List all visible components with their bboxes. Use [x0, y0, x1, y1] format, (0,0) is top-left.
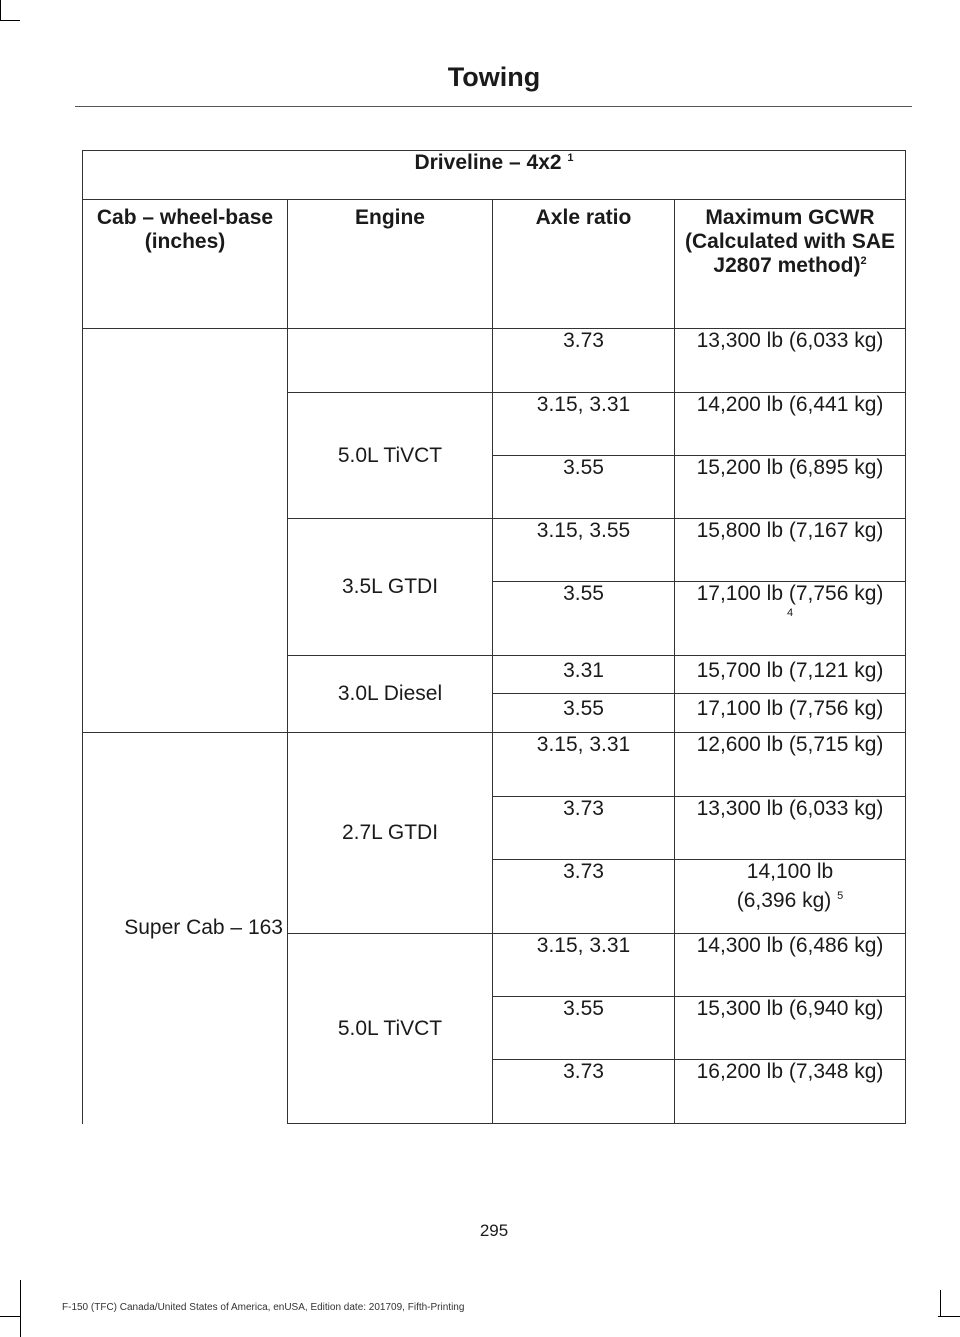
- crop-mark: [940, 1290, 941, 1316]
- towing-table: [82, 150, 906, 1124]
- axle-cell: 3.73: [493, 797, 675, 860]
- axle-cell: 3.15, 3.31: [493, 733, 675, 797]
- axle-cell: 3.15, 3.31: [493, 934, 675, 997]
- crop-mark: [938, 1316, 960, 1317]
- axle-cell: 3.15, 3.55: [493, 519, 675, 582]
- crop-mark: [20, 1280, 21, 1337]
- axle-cell: 3.55: [493, 694, 675, 733]
- engine-cell: 5.0L TiVCT: [288, 393, 493, 519]
- engine-cell: [288, 329, 493, 393]
- engine-cell: 3.5L GTDI: [288, 519, 493, 656]
- gcwr-cell: 12,600 lb (5,715 kg): [675, 733, 906, 797]
- crop-mark: [0, 1316, 20, 1317]
- col-header-gcwr: Maximum GCWR (Calculated with SAE J2807 method)$^2$: [675, 200, 906, 329]
- table-title: Driveline – 4x2 $^1$: [83, 151, 906, 200]
- axle-cell: 3.73: [493, 1060, 675, 1124]
- axle-cell: 3.55: [493, 582, 675, 656]
- cab-cell: [83, 329, 288, 733]
- page-title: Towing: [447, 62, 541, 92]
- gcwr-cell: 17,100 lb (7,756 kg): [675, 694, 906, 733]
- gcwr-cell: 14,100 lb (6,396 kg) $^5$: [675, 860, 906, 934]
- col-header-axle: Axle ratio: [493, 200, 675, 329]
- gcwr-cell: 13,300 lb (6,033 kg): [675, 797, 906, 860]
- axle-cell: 3.55: [493, 997, 675, 1060]
- gcwr-cell: 15,200 lb (6,895 kg): [675, 456, 906, 519]
- table-row: [83, 329, 906, 393]
- footnote-ref: 1: [567, 152, 574, 164]
- col-header-engine: Engine: [288, 200, 493, 329]
- axle-cell: 3.31: [493, 656, 675, 694]
- gcwr-cell: 15,300 lb (6,940 kg): [675, 997, 906, 1060]
- cab-cell: Super Cab – 163: [83, 733, 288, 1124]
- axle-cell: 3.15, 3.31: [493, 393, 675, 456]
- gcwr-cell: 17,100 lb (7,756 kg) 4: [675, 582, 906, 656]
- table-row: [83, 733, 906, 797]
- col-header-cab: Cab – wheel-base (inches): [83, 200, 288, 329]
- gcwr-cell: 16,200 lb (7,348 kg): [675, 1060, 906, 1124]
- gcwr-cell: 15,700 lb (7,121 kg): [675, 656, 906, 694]
- edition-line: F-150 (TFC) Canada/United States of America, enUSA, Edition date: 201709, Fifth-Printing: [62, 1302, 465, 1313]
- gcwr-cell: 14,200 lb (6,441 kg): [675, 393, 906, 456]
- gcwr-cell: 14,300 lb (6,486 kg): [675, 934, 906, 997]
- crop-mark: [0, 20, 20, 21]
- axle-cell: 3.73: [493, 860, 675, 934]
- gcwr-cell: 13,300 lb (6,033 kg): [675, 329, 906, 393]
- crop-mark: [0, 0, 1, 20]
- engine-cell: 3.0L Diesel: [288, 656, 493, 733]
- footnote-ref: 2: [860, 255, 867, 267]
- footnote-ref: 5: [837, 890, 844, 902]
- axle-cell: 3.55: [493, 456, 675, 519]
- gcwr-cell: 15,800 lb (7,167 kg): [675, 519, 906, 582]
- engine-cell: 5.0L TiVCT: [288, 934, 493, 1124]
- footnote-ref: 4: [786, 607, 794, 619]
- engine-cell: 2.7L GTDI: [288, 733, 493, 934]
- axle-cell: 3.73: [493, 329, 675, 393]
- page-number: 295: [479, 1221, 509, 1240]
- header-divider: [75, 106, 912, 107]
